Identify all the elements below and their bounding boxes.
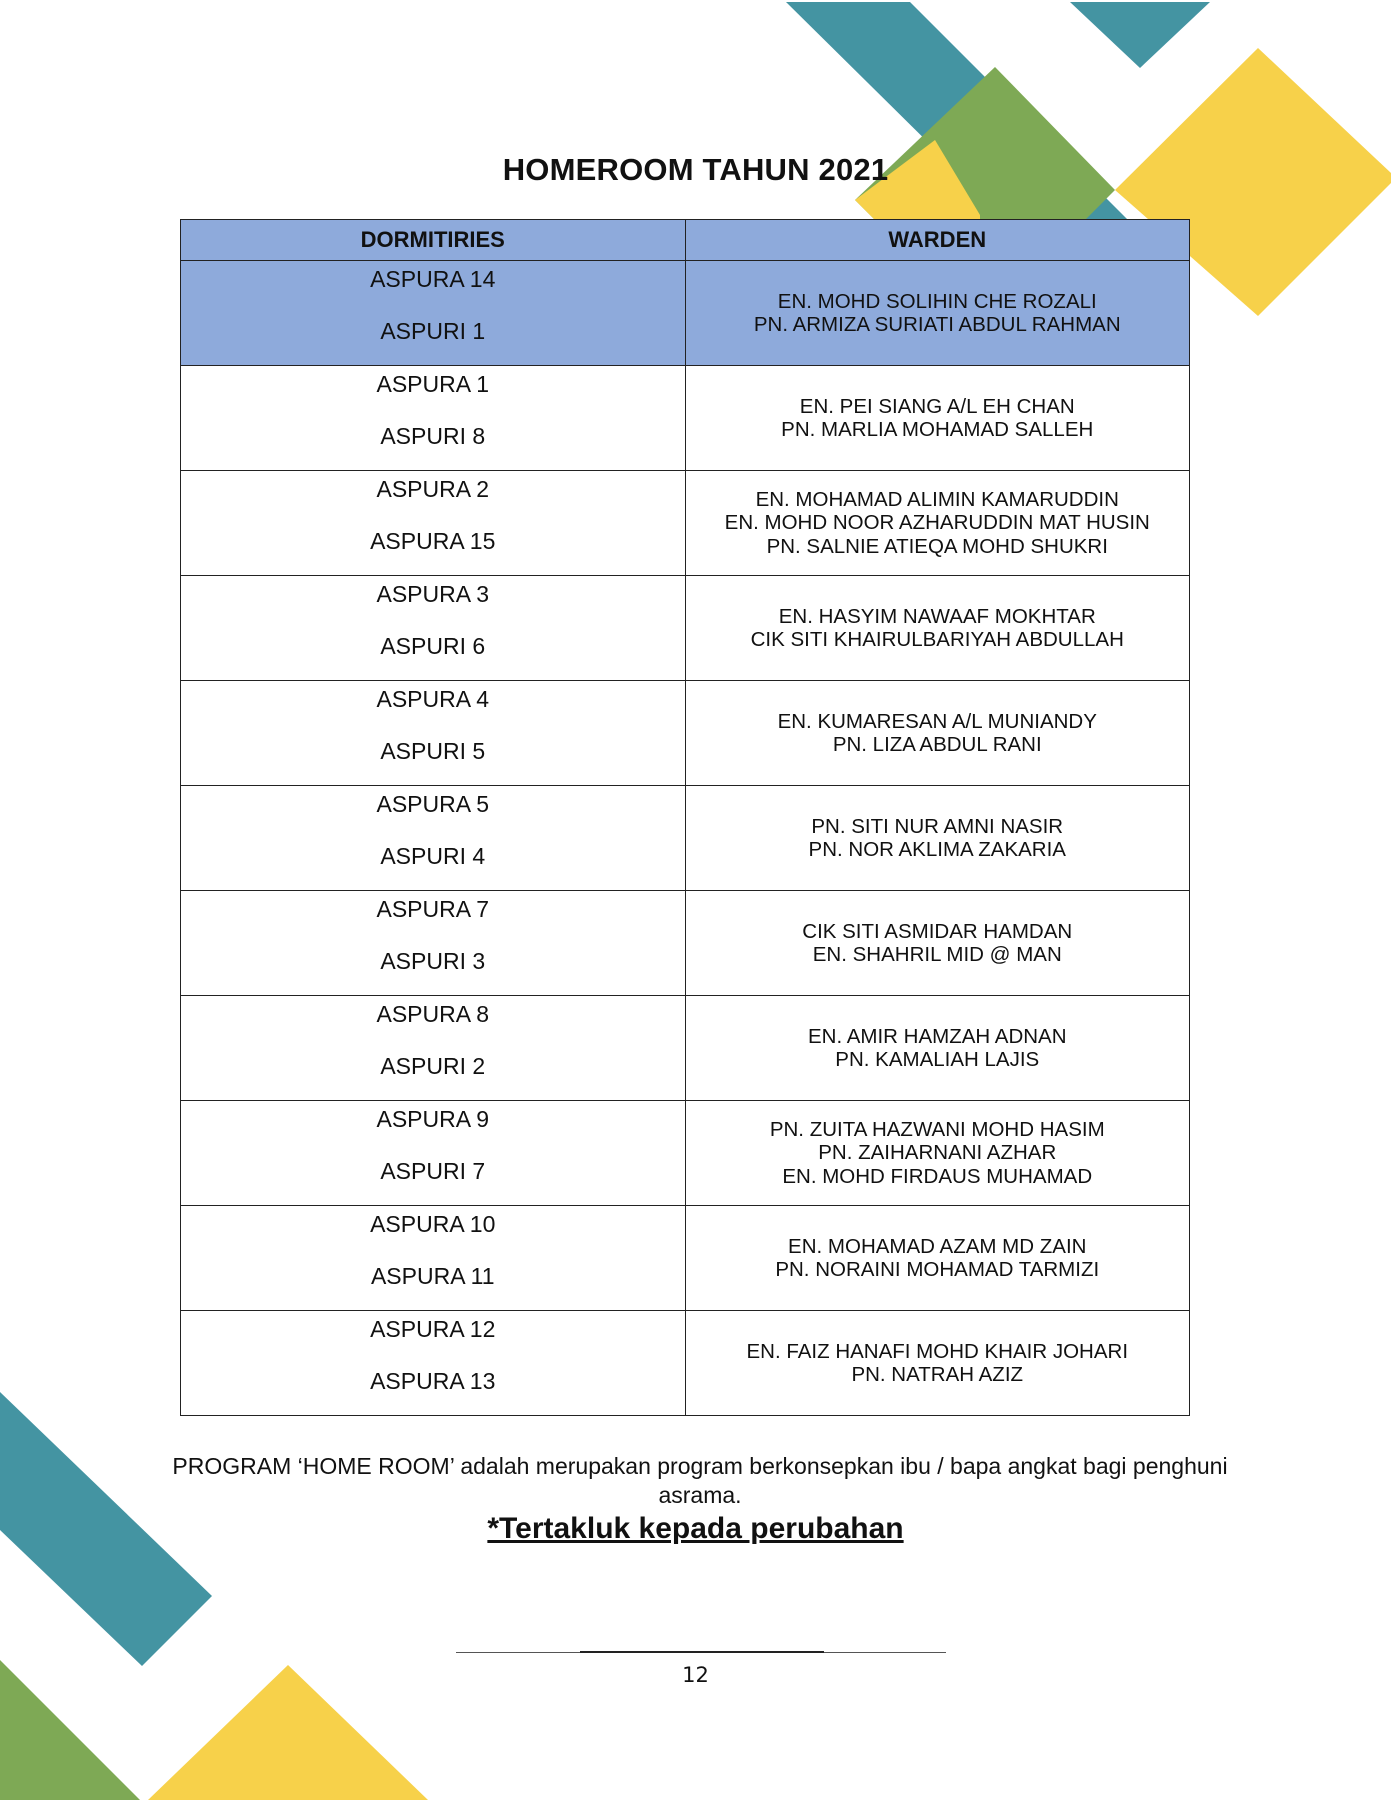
warden-cell xyxy=(685,1101,1190,1206)
table-row xyxy=(181,1101,1190,1206)
disclaimer: *Tertakluk kepada perubahan xyxy=(487,1512,904,1545)
warden-cell xyxy=(685,471,1190,576)
dorm-name: ASPURA 10 xyxy=(370,1211,496,1237)
warden-cell xyxy=(685,1206,1190,1311)
dorm-cell xyxy=(181,261,686,366)
header-dormitories: DORMITIRIES xyxy=(181,220,686,261)
dorm-name: ASPURA 9 xyxy=(376,1106,489,1132)
dorm-name: ASPURA 15 xyxy=(370,528,496,554)
dorm-name: ASPURA 13 xyxy=(370,1368,496,1394)
dorm-name: ASPURI 7 xyxy=(380,1158,486,1184)
dorm-name: ASPURA 7 xyxy=(376,896,489,922)
page-number: 12 xyxy=(682,1663,709,1687)
dorm-cell xyxy=(181,891,686,996)
dorm-name: ASPURI 2 xyxy=(380,1053,486,1079)
warden-name: PN. SITI NUR AMNI NASIR xyxy=(811,814,1064,838)
dorm-name: ASPURI 3 xyxy=(380,948,486,974)
dorm-cell xyxy=(181,576,686,681)
table-header-row xyxy=(181,220,1190,261)
dorm-name: ASPURI 1 xyxy=(380,318,486,344)
warden-name: PN. NORAINI MOHAMAD TARMIZI xyxy=(775,1258,1100,1281)
dorm-name: ASPURA 11 xyxy=(370,1263,495,1289)
table-row xyxy=(181,786,1190,891)
dorm-cell xyxy=(181,996,686,1101)
footer-rule-accent xyxy=(580,1651,824,1653)
dorm-name: ASPURA 3 xyxy=(376,581,489,607)
page-title: HOMEROOM TAHUN 2021 xyxy=(502,152,889,187)
warden-name: PN. MARLIA MOHAMAD SALLEH xyxy=(781,418,1094,441)
dorm-name: ASPURA 2 xyxy=(376,476,489,502)
warden-name: EN. PEI SIANG A/L EH CHAN xyxy=(799,394,1075,418)
table-row xyxy=(181,1311,1190,1416)
warden-cell xyxy=(685,1311,1190,1416)
warden-cell xyxy=(685,786,1190,891)
warden-name: EN. FAIZ HANAFI MOHD KHAIR JOHARI xyxy=(746,1339,1129,1363)
dorm-name: ASPURA 14 xyxy=(370,266,496,292)
warden-name: PN. ZAIHARNANI AZHAR xyxy=(818,1141,1057,1165)
program-note: PROGRAM ‘HOME ROOM’ adalah merupakan program berkonsepkan ibu / bapa angkat bagi penghuni asrama. xyxy=(172,1453,1228,1508)
warden-cell xyxy=(685,996,1190,1101)
warden-cell xyxy=(685,366,1190,471)
dorm-cell xyxy=(181,1101,686,1206)
table-row xyxy=(181,366,1190,471)
warden-name: EN. MOHAMAD ALIMIN KAMARUDDIN xyxy=(755,487,1119,511)
dorm-cell xyxy=(181,471,686,576)
table-row xyxy=(181,996,1190,1101)
dorm-cell xyxy=(181,681,686,786)
dorm-cell xyxy=(181,1206,686,1311)
warden-cell xyxy=(685,681,1190,786)
table-row xyxy=(181,576,1190,681)
dorm-cell xyxy=(181,1311,686,1416)
dorm-cell xyxy=(181,366,686,471)
table-row xyxy=(181,1206,1190,1311)
warden-name: EN. HASYIM NAWAAF MOKHTAR xyxy=(778,604,1096,628)
warden-cell xyxy=(685,576,1190,681)
table-row xyxy=(181,681,1190,786)
dorm-name: ASPURI 8 xyxy=(380,423,486,449)
dorm-name: ASPURI 4 xyxy=(380,843,486,869)
warden-name: EN. MOHD NOOR AZHARUDDIN MAT HUSIN xyxy=(724,511,1150,535)
dorm-name: ASPURA 1 xyxy=(376,371,489,397)
warden-name: PN. ARMIZA SURIATI ABDUL RAHMAN xyxy=(753,313,1121,336)
table-row xyxy=(181,471,1190,576)
dorm-cell xyxy=(181,786,686,891)
dorm-name: ASPURI 6 xyxy=(380,633,486,659)
warden-name: CIK SITI ASMIDAR HAMDAN xyxy=(802,919,1073,943)
warden-name: PN. LIZA ABDUL RANI xyxy=(832,733,1042,756)
warden-name: PN. SALNIE ATIEQA MOHD SHUKRI xyxy=(766,534,1108,558)
warden-name: PN. NOR AKLIMA ZAKARIA xyxy=(808,838,1066,861)
warden-name: PN. KAMALIAH LAJIS xyxy=(835,1048,1040,1071)
table-row xyxy=(181,261,1190,366)
warden-name: EN. SHAHRIL MID @ MAN xyxy=(812,943,1062,966)
table-row xyxy=(181,891,1190,996)
warden-name: EN. AMIR HAMZAH ADNAN xyxy=(807,1024,1067,1048)
dorm-name: ASPURA 5 xyxy=(376,791,489,817)
warden-name: EN. MOHD FIRDAUS MUHAMAD xyxy=(782,1164,1093,1188)
dorm-name: ASPURA 8 xyxy=(376,1001,489,1027)
warden-name: EN. KUMARESAN A/L MUNIANDY xyxy=(777,709,1097,733)
dorm-name: ASPURA 4 xyxy=(376,686,489,712)
warden-name: PN. ZUITA HAZWANI MOHD HASIM xyxy=(769,1117,1105,1141)
warden-name: EN. MOHAMAD AZAM MD ZAIN xyxy=(788,1234,1087,1258)
dorm-name: ASPURI 5 xyxy=(380,738,486,764)
warden-name: EN. MOHD SOLIHIN CHE ROZALI xyxy=(777,289,1097,313)
warden-name: CIK SITI KHAIRULBARIYAH ABDULLAH xyxy=(750,628,1124,651)
warden-name: PN. NATRAH AZIZ xyxy=(851,1363,1024,1386)
warden-cell xyxy=(685,891,1190,996)
homeroom-table xyxy=(180,219,1190,1416)
dorm-name: ASPURA 12 xyxy=(370,1316,496,1342)
warden-cell xyxy=(685,261,1190,366)
header-warden: WARDEN xyxy=(685,220,1190,261)
